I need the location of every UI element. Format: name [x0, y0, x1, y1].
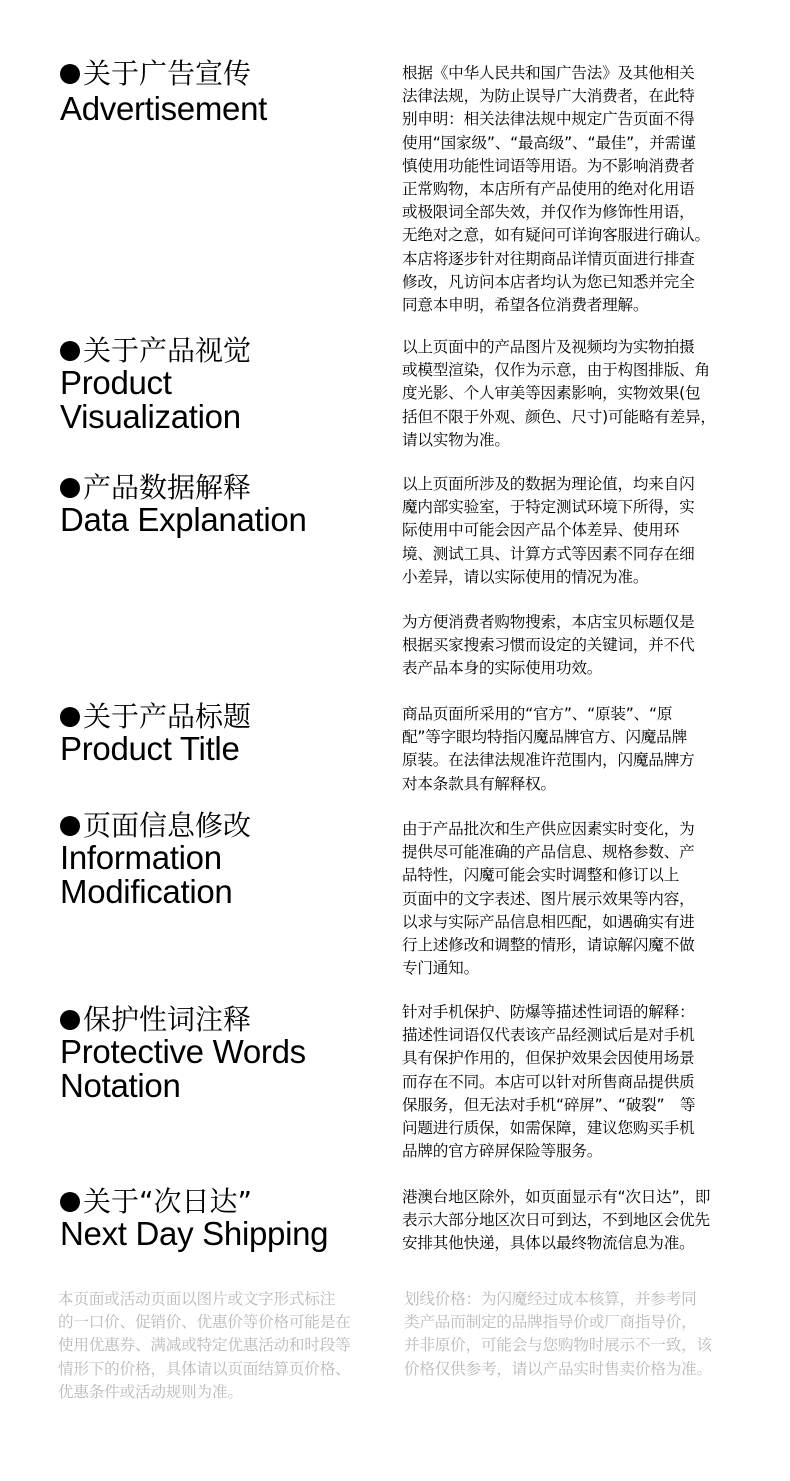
section-body-line: 根据《中华人民共和国广告法》及其他相关: [402, 64, 695, 82]
bullet-icon: [60, 707, 80, 727]
section-body: [402, 473, 742, 589]
section-title-en-line: Information: [60, 839, 222, 876]
section-body-line: 法律法规，为防止误导广大消费者，在此特: [402, 87, 695, 106]
section-title-en-line: Notation: [60, 1067, 181, 1104]
section-title-en: [60, 732, 240, 766]
footer-note-line: 划线价格：为闪魔经过成本核算，并参考同: [404, 1290, 697, 1308]
section-title-en: [60, 503, 307, 537]
section-title-cn: [60, 58, 251, 90]
bullet-icon: [60, 341, 80, 361]
section-body-line: 品牌的官方碎屏保险等服务。: [402, 1142, 603, 1161]
section-title-en-line: Visualization: [60, 398, 241, 435]
footer-note-line: 使用优惠券、满减或特定优惠活动和时段等: [58, 1336, 351, 1355]
section-body-line: 同意本申明，希望各位消费者理解。: [402, 296, 649, 315]
footer-note-line: 的一口价、促销价、优惠价等价格可能是在: [58, 1313, 351, 1332]
section-title-cn-text: 关于产品标题: [83, 700, 252, 733]
section-title-en: [60, 366, 241, 434]
section-body-line: 安排其他快递，具体以最终物流信息为准。: [402, 1234, 695, 1253]
section-body-line: 别申明：相关法律法规中规定广告页面不得: [402, 110, 695, 129]
section-title-en: [60, 841, 233, 909]
section-title-en: [60, 1217, 328, 1251]
section-body-line: 小差异，请以实际使用的情况为准。: [402, 567, 649, 586]
bullet-icon: [60, 1192, 80, 1212]
section-title-en-line: Protective Words: [60, 1033, 306, 1070]
footer-note-line: 优惠条件或活动规则为准。: [58, 1382, 243, 1401]
section-title-cn: [60, 335, 251, 367]
bullet-icon: [60, 1010, 80, 1030]
section-body: [402, 1186, 742, 1256]
section-body: [402, 62, 742, 317]
section-body-line: 无绝对之意，如有疑问可详询客服进行确认。: [402, 226, 710, 245]
section-title-cn-text: 保护性词注释: [83, 1003, 252, 1036]
section-body: [402, 1001, 742, 1163]
section-title-cn-text: 关于“次日达”: [83, 1185, 253, 1218]
section-body-line: 问题进行质保，如需保障，建议您购买手机: [402, 1119, 695, 1138]
section-body-line: 配”等字眼均特指闪魔品牌官方、闪魔品牌: [402, 728, 687, 747]
section-body-line: 正常购物，本店所有产品使用的绝对化用语: [402, 180, 695, 199]
footer-note-line: 情形下的价格，具体请以页面结算页价格、: [58, 1359, 351, 1378]
section-body-line: 请以实物为准。: [402, 430, 510, 449]
footer-note-line: 价格仅供参考，请以产品实时售卖价格为准。: [404, 1359, 712, 1378]
section-title-cn: [60, 810, 251, 842]
section-body-line: 际使用中可能会因产品个体差异、使用环: [402, 521, 680, 540]
footer-note-line: 本页面或活动页面以图片或文字形式标注: [58, 1290, 336, 1308]
section-body-line: 慎使用功能性词语等用语。为不影响消费者: [402, 156, 695, 175]
section-body-line: 页面中的文字表述、图片展示效果等内容，: [402, 889, 695, 908]
footer-left-note: [58, 1288, 350, 1404]
section-body-line: 根据买家搜索习惯而设定的关键词，并不代: [402, 636, 695, 655]
section-title-cn: [60, 701, 251, 733]
section-body-line: 本店将逐步针对往期商品详情页面进行排查: [402, 249, 695, 268]
section-body-line: 或极限词全部失效，并仅作为修饰性用语，: [402, 203, 695, 222]
section-title-cn: [60, 472, 251, 504]
section-body-line: 描述性词语仅代表该产品经测试后是对手机: [402, 1026, 695, 1045]
section-title-en-line: Data Explanation: [60, 501, 307, 538]
section-title-en-line: Product Title: [60, 730, 240, 767]
section-title-cn-text: 关于产品视觉: [83, 334, 252, 367]
section-body-line: 使用“国家级”、“最高级”、“最佳”，并需谨: [402, 133, 696, 152]
section-body-line: 专门通知。: [402, 959, 479, 978]
section-body-line: 境、测试工具、计算方式等因素不同存在细: [402, 544, 695, 563]
section-body-line: 度光影、个人审美等因素影响，实物效果(包: [402, 384, 701, 403]
section-body-line: 以上页面中的产品图片及视频均为实物拍摄: [402, 338, 695, 356]
section-body: [402, 611, 742, 681]
section-title-en: [60, 1035, 306, 1103]
section-body-line: 行上述修改和调整的情形，请谅解闪魔不做: [402, 936, 695, 955]
section-title-cn-text: 关于广告宣传: [83, 57, 252, 90]
section-body-line: 或模型渲染，仅作为示意，由于构图排版、角: [402, 361, 710, 380]
section-title-cn: [60, 1004, 251, 1036]
section-title-en-line: Next Day Shipping: [60, 1215, 329, 1252]
bullet-icon: [60, 64, 80, 84]
section-body-line: 括但不限于外观、颜色、尺寸)可能略有差异，: [402, 407, 716, 426]
section-body-line: 而存在不同。本店可以针对所售商品提供质: [402, 1072, 695, 1091]
section-title-en-line: Modification: [60, 873, 233, 910]
section-body-line: 由于产品批次和生产供应因素实时变化，为: [402, 820, 695, 838]
section-body-line: 保服务，但无法对手机“碎屏”、“破裂” 等: [402, 1095, 696, 1114]
section-title-en: [60, 92, 267, 126]
section-title-cn-text: 产品数据解释: [83, 471, 252, 504]
section-body-line: 以求与实际产品信息相匹配，如遇确实有进: [402, 912, 695, 931]
section-body-line: 修改，凡访问本店者均认为您已知悉并完全: [402, 272, 695, 291]
section-body-line: 具有保护作用的，但保护效果会因使用场景: [402, 1049, 695, 1068]
footer-note-line: 并非原价，可能会与您购物时展示不一致，该: [404, 1336, 712, 1355]
section-body-line: 表示大部分地区次日可到达，不到地区会优先: [402, 1211, 710, 1230]
footer-note-line: 类产品而制定的品牌指导价或厂商指导价，: [404, 1313, 697, 1332]
section-body-line: 对本条款具有解释权。: [402, 774, 556, 793]
section-body-line: 品特性，闪魔可能会实时调整和修订以上: [402, 866, 680, 885]
section-body: [402, 336, 742, 452]
section-body-line: 商品页面所采用的“官方”、“原装”、“原: [402, 705, 673, 723]
section-title-en-line: Product: [60, 364, 172, 401]
section-body-line: 表产品本身的实际使用功效。: [402, 659, 603, 678]
footer-right-note: [404, 1288, 712, 1381]
section-body: [402, 703, 742, 796]
section-body-line: 以上页面所涉及的数据为理论值，均来自闪: [402, 475, 695, 493]
section-body-line: 魔内部实验室，于特定测试环境下所得，实: [402, 498, 695, 517]
section-body-line: 原装。在法律法规准许范围内，闪魔品牌方: [402, 751, 695, 770]
section-body-line: 针对手机保护、防爆等描述性词语的解释：: [402, 1003, 695, 1021]
section-title-cn-text: 页面信息修改: [83, 809, 252, 842]
section-title-en-line: Advertisement: [60, 90, 268, 127]
bullet-icon: [60, 816, 80, 836]
section-title-cn: [60, 1186, 252, 1218]
section-body: [402, 818, 742, 980]
section-body-line: 为方便消费者购物搜索，本店宝贝标题仅是: [402, 613, 695, 631]
bullet-icon: [60, 478, 80, 498]
section-body-line: 港澳台地区除外，如页面显示有“次日达”，即: [402, 1188, 711, 1206]
section-body-line: 提供尽可能准确的产品信息、规格参数、产: [402, 843, 695, 862]
